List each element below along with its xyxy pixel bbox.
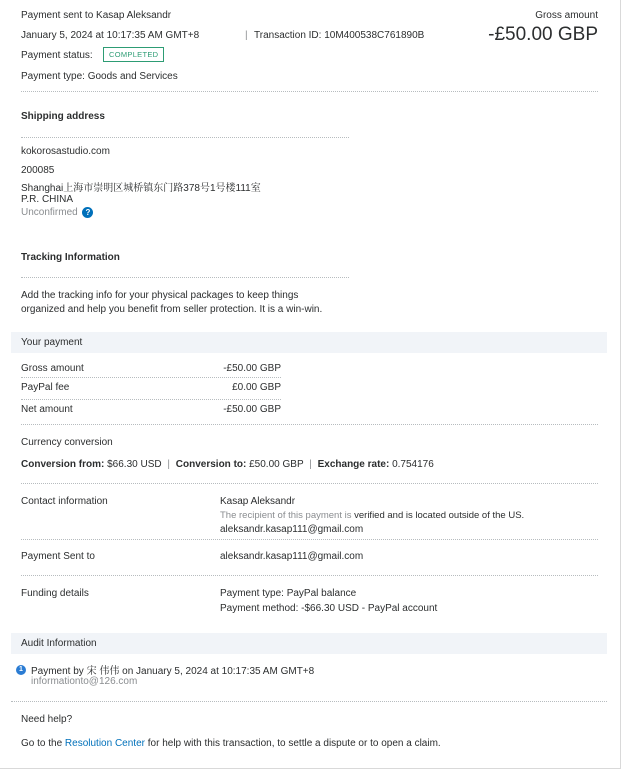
currency-heading: Currency conversion: [21, 437, 113, 448]
divider: [21, 575, 598, 576]
transaction-id-row: [254, 30, 424, 41]
your-payment-band: [11, 332, 607, 353]
divider: [21, 277, 349, 278]
audit-entry: Payment by 宋 伟伟 on January 5, 2024 at 10:17:35 AM GMT+8: [31, 666, 315, 677]
contact-name: Kasap Aleksandr: [220, 496, 296, 507]
help-suffix: for help with this transaction, to settle a dispute or to open a claim.: [144, 738, 441, 749]
help-prefix: Go to the: [21, 738, 65, 749]
header-separator: |: [245, 30, 248, 41]
net-amount-value: -£50.00 GBP: [223, 404, 281, 415]
tracking-heading: Tracking Information: [21, 252, 120, 263]
tracking-text-line1: Add the tracking info for your physical packages to keep things: [21, 290, 299, 301]
recipient-note-bold: verified and is located outside of the US: [354, 510, 522, 521]
funding-method: Payment method: -$66.30 USD - PayPal account: [220, 603, 438, 614]
audit-email: informationto@126.com: [31, 676, 138, 687]
payment-type: Payment type: Goods and Services: [21, 71, 178, 82]
conversion-to-label: Conversion to:: [175, 459, 247, 470]
recipient-note: [220, 510, 524, 521]
help-icon[interactable]: ?: [82, 207, 93, 218]
divider: [21, 399, 281, 400]
sent-to-email: aleksandr.kasap111@gmail.com: [220, 551, 364, 562]
conversion-details: [21, 459, 434, 470]
help-heading: Need help?: [21, 714, 73, 725]
step-number: 1: [16, 665, 26, 675]
contact-label: Contact information: [21, 496, 108, 507]
address-status: [21, 207, 93, 218]
gross-amount-row-label: Gross amount: [21, 363, 84, 374]
address-status-text: Unconfirmed: [21, 207, 78, 219]
status-badge: [103, 49, 164, 60]
divider: [21, 91, 598, 92]
recipient-note-suffix: .: [521, 510, 525, 521]
resolution-center-link[interactable]: Resolution Center: [64, 738, 145, 749]
paypal-fee-label: PayPal fee: [21, 382, 70, 393]
payment-status-label: Payment status:: [21, 50, 93, 61]
divider: [21, 539, 598, 540]
payment-title: Payment sent to Kasap Aleksandr: [21, 10, 172, 21]
divider: [21, 424, 598, 425]
divider: [21, 137, 349, 138]
step-one-icon: [16, 663, 26, 675]
your-payment-heading: Your payment: [21, 337, 83, 348]
shipping-heading: Shipping address: [21, 111, 105, 122]
funding-label: Funding details: [21, 588, 89, 599]
conversion-from-label: Conversion from:: [21, 459, 105, 470]
transaction-id-label: Transaction ID:: [254, 30, 322, 41]
conversion-to-value: £50.00 GBP: [249, 459, 304, 470]
divider: [11, 701, 607, 702]
net-amount-label: Net amount: [21, 404, 73, 415]
tracking-text-line2: organized and help you benefit from seller protection. It is a win-win.: [21, 304, 323, 315]
shipping-street: Shanghai上海市崇明区城桥镇东门路378号1号楼111室: [21, 183, 261, 194]
audit-heading: Audit Information: [21, 638, 97, 649]
status-badge-text: COMPLETED: [103, 47, 164, 62]
audit-band: [11, 633, 607, 654]
funding-type: Payment type: PayPal balance: [220, 588, 357, 599]
sent-to-label: Payment Sent to: [21, 551, 95, 562]
shipping-postcode: 200085: [21, 165, 55, 176]
exchange-rate-label: Exchange rate:: [317, 459, 390, 470]
gross-amount-value: -£50.00 GBP: [488, 24, 598, 45]
conversion-from-value: $66.30 USD: [107, 459, 162, 470]
separator: |: [167, 459, 170, 470]
gross-amount-label: Gross amount: [535, 10, 598, 21]
recipient-note-prefix: The recipient of this payment is: [220, 510, 355, 521]
transaction-date: January 5, 2024 at 10:17:35 AM GMT+8: [21, 30, 200, 41]
contact-email: aleksandr.kasap111@gmail.com: [220, 524, 364, 535]
divider: [21, 377, 281, 378]
help-text: [21, 738, 441, 749]
transaction-id: 10M400538C761890B: [324, 30, 425, 41]
separator: |: [309, 459, 312, 470]
shipping-country: P.R. CHINA: [21, 194, 74, 205]
gross-amount-row-value: -£50.00 GBP: [223, 363, 281, 374]
exchange-rate-value: 0.754176: [392, 459, 434, 470]
shipping-name: kokorosastudio.com: [21, 146, 110, 157]
paypal-fee-value: £0.00 GBP: [232, 382, 281, 393]
divider: [21, 483, 598, 484]
